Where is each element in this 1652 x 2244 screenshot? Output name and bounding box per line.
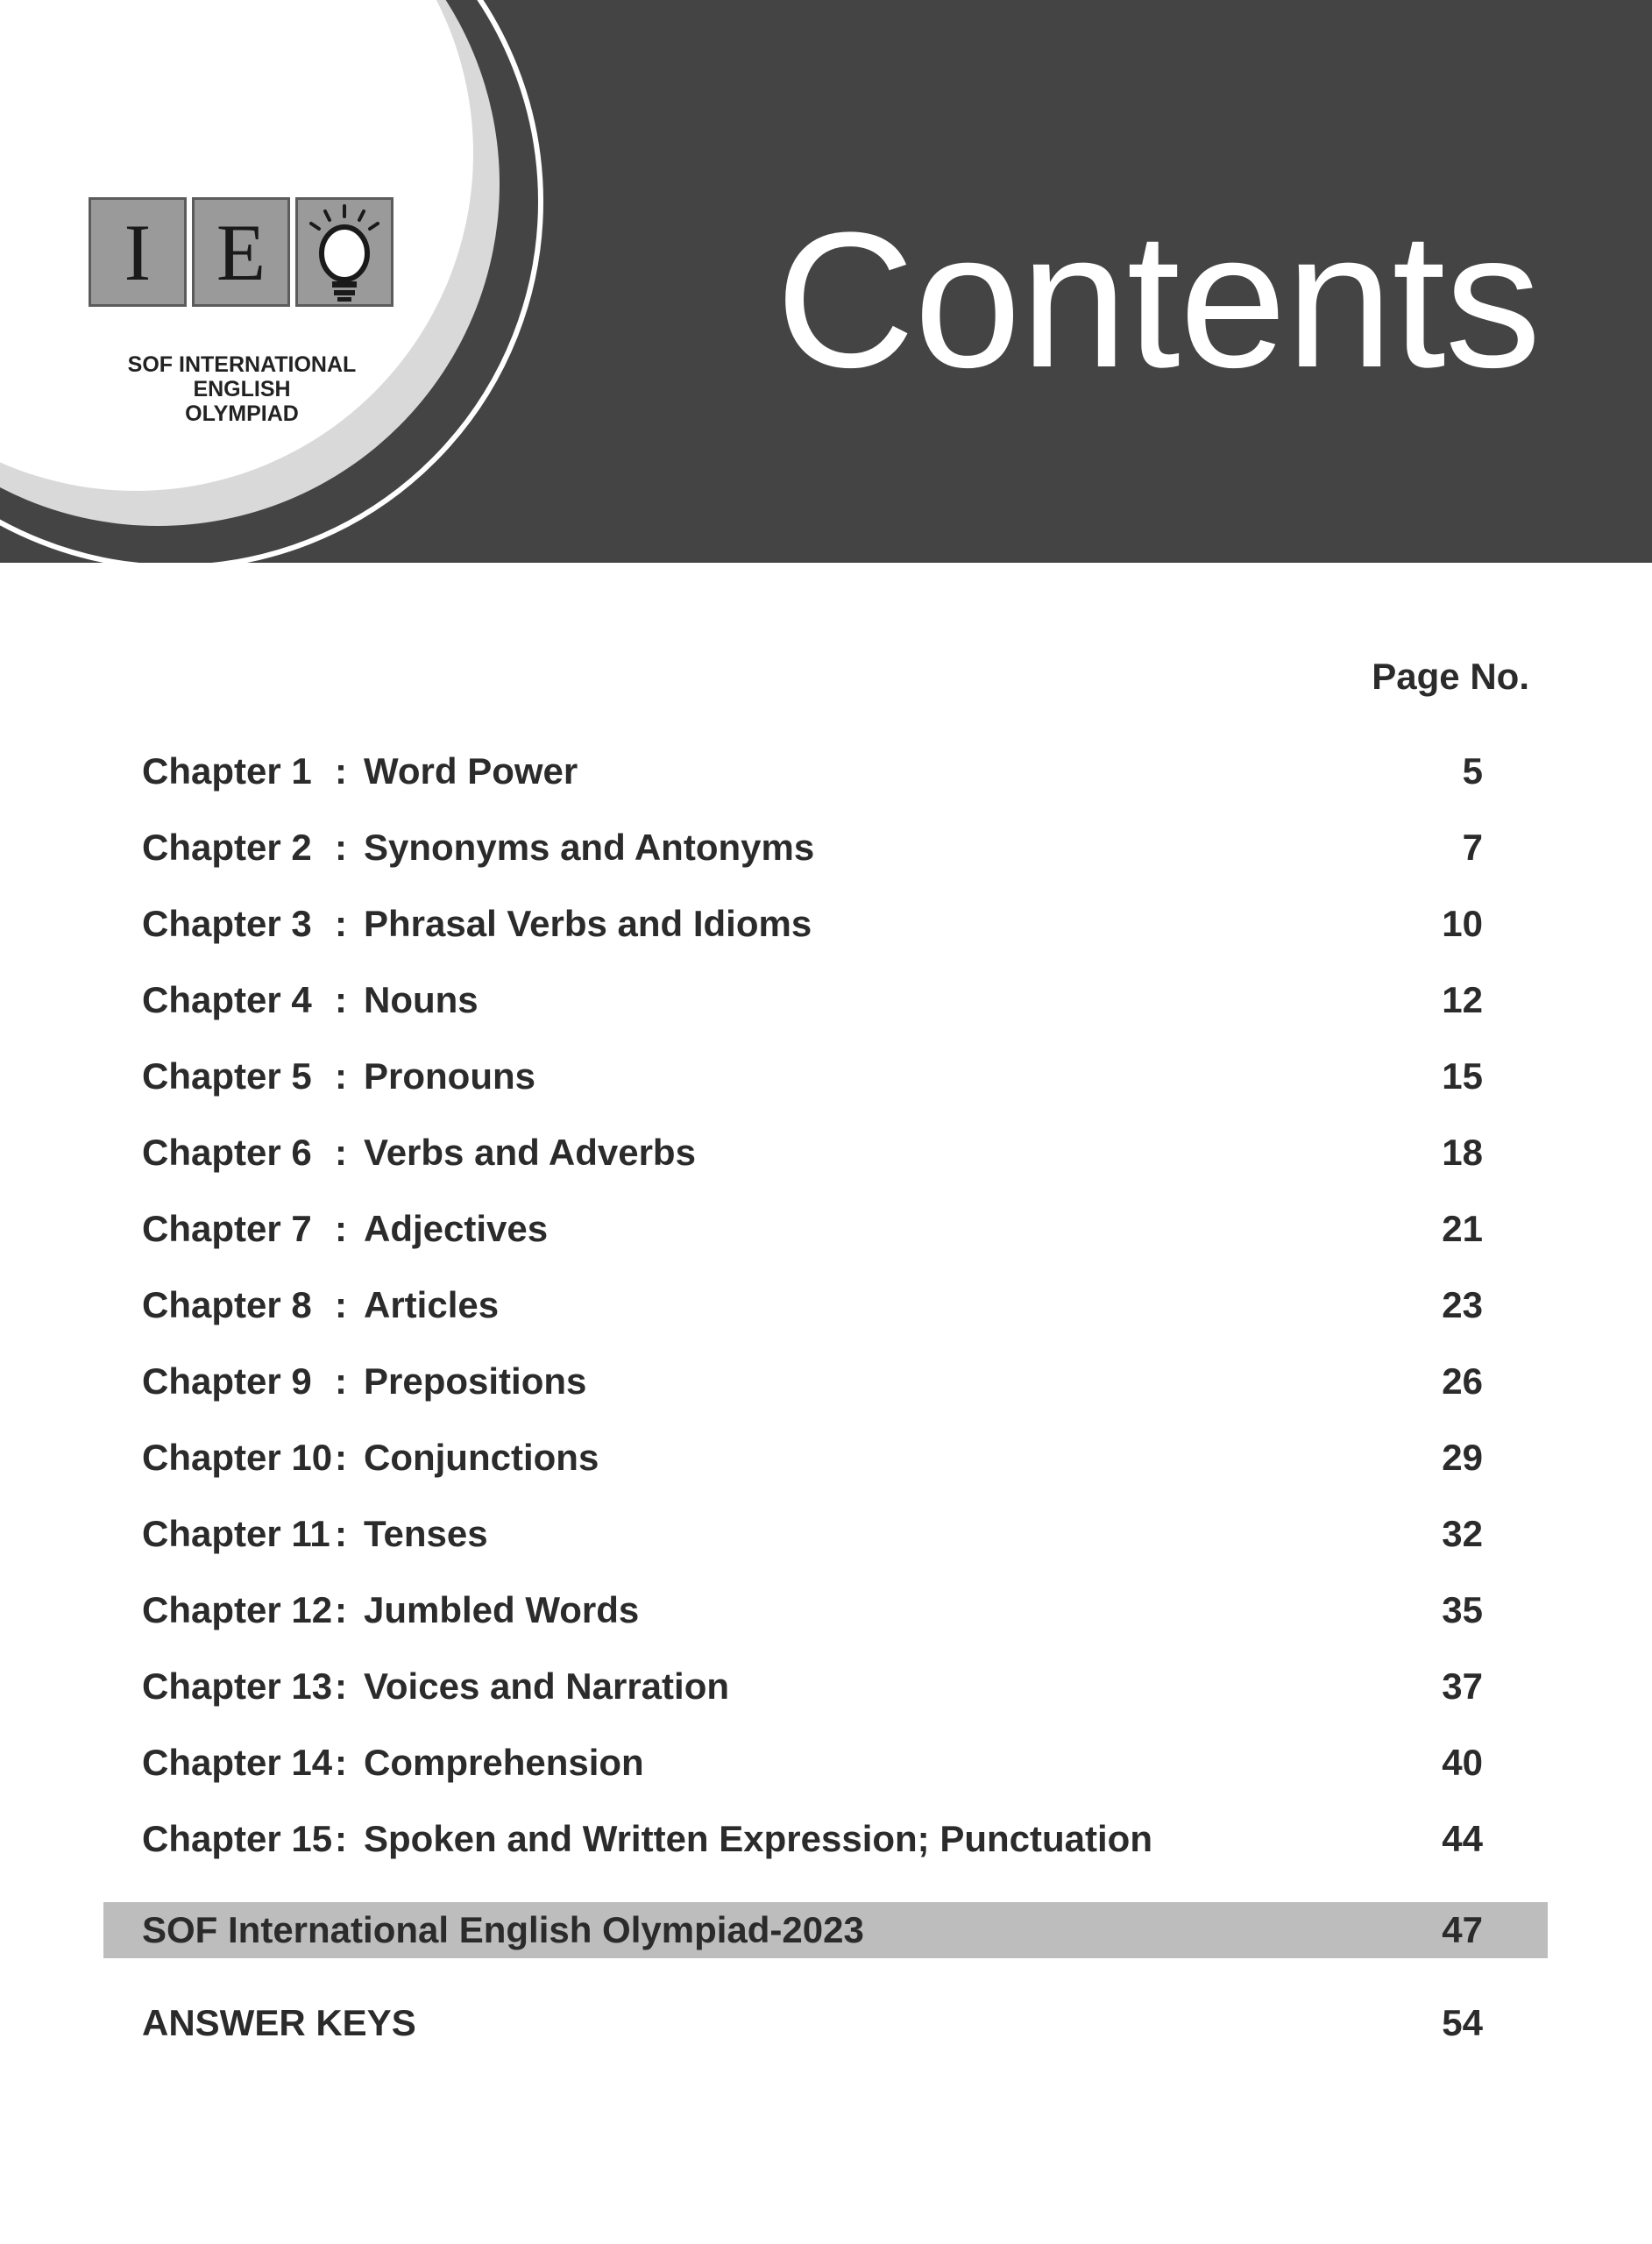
logo-caption-line1: SOF INTERNATIONAL ENGLISH <box>127 352 357 401</box>
chapter-label: Chapter 9 <box>142 1360 312 1402</box>
chapter-separator: : <box>335 1437 347 1478</box>
chapter-title: Phrasal Verbs and Idioms <box>364 903 812 944</box>
page-title: Contents <box>776 192 1541 408</box>
header-band <box>0 0 1652 563</box>
answer-keys-page-number: 54 <box>1442 2002 1483 2043</box>
chapter-separator: : <box>335 1132 347 1173</box>
chapter-separator: : <box>335 1055 347 1097</box>
chapter-page-number: 21 <box>1442 1208 1483 1249</box>
chapter-label: Chapter 7 <box>142 1208 312 1249</box>
chapter-page-number: 44 <box>1442 1818 1483 1859</box>
chapter-title: Verbs and Adverbs <box>364 1132 696 1173</box>
chapter-label: Chapter 11 <box>142 1513 330 1554</box>
toc-row[interactable] <box>142 974 1483 1026</box>
chapter-page-number: 12 <box>1442 979 1483 1020</box>
chapter-label: Chapter 4 <box>142 979 312 1020</box>
chapter-title: Adjectives <box>364 1208 549 1249</box>
chapter-label: Chapter 12 <box>142 1589 333 1630</box>
chapter-label: Chapter 2 <box>142 827 312 868</box>
toc-row[interactable] <box>142 1660 1483 1713</box>
chapter-title: Spoken and Written Expression; Punctuation <box>364 1818 1152 1859</box>
toc-row[interactable] <box>142 1736 1483 1789</box>
chapter-separator: : <box>335 1742 347 1783</box>
chapter-page-number: 32 <box>1442 1513 1483 1554</box>
olympiad-paper-page-number: 47 <box>1442 1909 1483 1950</box>
chapter-page-number: 23 <box>1442 1284 1483 1325</box>
chapter-page-number: 35 <box>1442 1589 1483 1630</box>
chapter-title: Synonyms and Antonyms <box>364 827 815 868</box>
page-number-heading: Page No. <box>1372 656 1529 697</box>
olympiad-paper-row[interactable] <box>103 1902 1548 1958</box>
chapter-separator: : <box>335 1818 347 1859</box>
toc-row[interactable] <box>142 898 1483 950</box>
chapter-title: Comprehension <box>364 1742 644 1783</box>
chapter-label: Chapter 14 <box>142 1742 333 1783</box>
chapter-page-number: 18 <box>1442 1132 1483 1173</box>
chapter-separator: : <box>335 1284 347 1325</box>
chapter-page-number: 5 <box>1462 750 1483 792</box>
chapter-separator: : <box>335 1360 347 1402</box>
chapter-title: Prepositions <box>364 1360 587 1402</box>
toc-row[interactable] <box>142 1050 1483 1103</box>
chapter-title: Jumbled Words <box>364 1589 640 1630</box>
chapter-title: Articles <box>364 1284 500 1325</box>
toc-row[interactable] <box>142 1431 1483 1484</box>
ieo-logo <box>89 197 395 307</box>
logo-caption-line2: OLYMPIAD <box>185 401 299 426</box>
chapter-page-number: 29 <box>1442 1437 1483 1478</box>
chapter-page-number: 15 <box>1442 1055 1483 1097</box>
logo-caption <box>84 352 400 426</box>
chapter-label: Chapter 13 <box>142 1665 333 1707</box>
chapter-label: Chapter 6 <box>142 1132 312 1173</box>
logo-letter-e: E <box>192 197 290 307</box>
toc-row[interactable] <box>142 1355 1483 1408</box>
answer-keys-row[interactable] <box>142 1997 1483 2049</box>
logo-letter-i: I <box>89 197 187 307</box>
chapter-title: Conjunctions <box>364 1437 599 1478</box>
toc-row[interactable] <box>142 1584 1483 1637</box>
chapter-page-number: 26 <box>1442 1360 1483 1402</box>
toc-row[interactable] <box>142 745 1483 798</box>
chapter-label: Chapter 10 <box>142 1437 333 1478</box>
chapter-page-number: 40 <box>1442 1742 1483 1783</box>
chapter-label: Chapter 5 <box>142 1055 312 1097</box>
logo-bulb-box <box>295 197 394 307</box>
chapter-title: Tenses <box>364 1513 488 1554</box>
lightbulb-icon <box>301 201 388 304</box>
chapter-page-number: 37 <box>1442 1665 1483 1707</box>
toc-row[interactable] <box>142 1508 1483 1560</box>
chapter-title: Nouns <box>364 979 479 1020</box>
answer-keys-title: ANSWER KEYS <box>142 2002 416 2043</box>
chapter-separator: : <box>335 827 347 868</box>
toc-row[interactable] <box>142 1126 1483 1179</box>
chapter-label: Chapter 8 <box>142 1284 312 1325</box>
chapter-label: Chapter 15 <box>142 1818 333 1859</box>
toc-row[interactable] <box>142 1203 1483 1255</box>
chapter-page-number: 7 <box>1462 827 1483 868</box>
chapter-title: Word Power <box>364 750 578 792</box>
chapter-separator: : <box>335 1208 347 1249</box>
chapter-separator: : <box>335 903 347 944</box>
chapter-separator: : <box>335 1513 347 1554</box>
toc-row[interactable] <box>142 1279 1483 1331</box>
chapter-separator: : <box>335 1589 347 1630</box>
chapter-separator: : <box>335 1665 347 1707</box>
toc-row[interactable] <box>142 821 1483 874</box>
toc-row[interactable] <box>142 1813 1483 1865</box>
olympiad-paper-title: SOF International English Olympiad-2023 <box>142 1909 864 1950</box>
chapter-title: Voices and Narration <box>364 1665 730 1707</box>
chapter-title: Pronouns <box>364 1055 535 1097</box>
chapter-label: Chapter 1 <box>142 750 312 792</box>
chapter-page-number: 10 <box>1442 903 1483 944</box>
chapter-label: Chapter 3 <box>142 903 312 944</box>
chapter-separator: : <box>335 750 347 792</box>
chapter-separator: : <box>335 979 347 1020</box>
